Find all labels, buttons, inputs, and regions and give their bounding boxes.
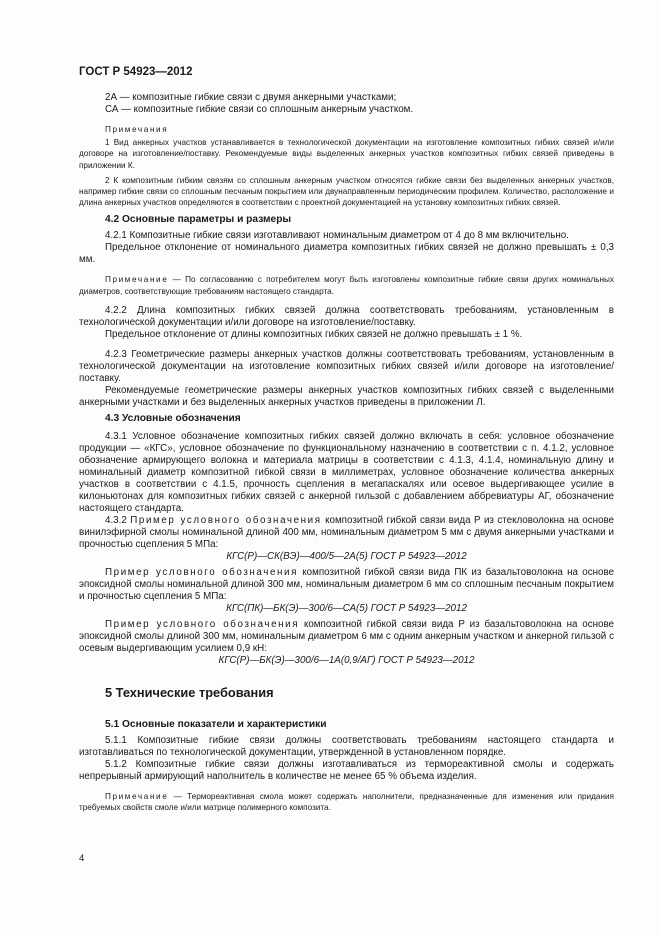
example-text: композитной гибкой связи вида Р из стекловолокна на основе винилэфирной смолы номинальной длиной 400 мм, номинальным диаметром 5 мм с двумя анкерными участками и прочностью сцепления 5 МПа: — [79, 514, 615, 550]
para-diameter-tolerance: Предельное отклонение от номинального диаметра композитных гибких связей не должно превышать ± 0,3 мм. — [79, 242, 614, 266]
section-4-3-heading: 4.3 Условные обозначения — [105, 412, 241, 424]
example-3 — [79, 619, 614, 655]
para-5-1-1: 5.1.1 Композитные гибкие связи должны соответствовать требованиям настоящего стандарта и изготавливаться по технологической документации, утвержденной в установленном порядке. — [79, 734, 614, 758]
example-text: композитной гибкой связи вида ПК из базальтоволокна на основе эпоксидной смолы номинальной длиной 300 мм, номинальным диаметром 6 мм со сплошным песчаным покрытием и прочностью сцепления 5 МПа: — [79, 566, 614, 602]
page-number: 4 — [79, 853, 85, 864]
example-label: Пример условного обозначения — [105, 618, 300, 630]
section-5-1-heading: 5.1 Основные показатели и характеристики — [105, 718, 327, 730]
para-5-1-2: 5.1.2 Композитные гибкие связи должны изготавливаться из термореактивной смолы и содержать непрерывный армирующий наполнитель в количестве не менее 65 % объема изделия. — [79, 758, 614, 782]
example-1-designation: КГС(Р)—СК(ВЭ)—400/5—2А(5) ГОСТ Р 54923—2012 — [226, 550, 467, 562]
type-ca-line: СА — композитные гибкие связи со сплошным анкерным участком. — [105, 104, 414, 115]
note-4-2 — [79, 274, 614, 296]
note-text: — Термореактивная смола может содержать наполнители, предназначенные для изменения или придания требуемых свойств смоле и/или матрице полимерного композита. — [79, 791, 614, 813]
para-length-tolerance: Предельное отклонение от длины композитных гибких связей не должно превышать ± 1 %. — [105, 328, 523, 340]
para-4-2-2: 4.2.2 Длина композитных гибких связей должна соответствовать требованиям, установленным в технологической документации и/или договоре на изготовление/поставку. — [79, 304, 614, 328]
example-label: Пример условного обозначения — [105, 566, 299, 578]
para-4-3-1: 4.3.1 Условное обозначение композитных гибких связей должно включать в себя: условное обозначение продукции — «КГС», условное обозначение по функциональному назначению в соответствии с п. 4.1.2, условное обозначение армирующего волокна и материала матрицы в соответствии с 4.1.3, 4.1.4, номинальную длину и номинальный диаметр композитной гибкой связи в миллиметрах, условное обозначение количества анкерных участков в соответствии с 4.1.5, прочность сцепления в мегапаскалях или осевое выдергивающее усилие в килоньютонах для композитных гибких связей с анкерной гильзой с добавлением аббревиатуры АГ, обозначение настоящего стандарта. — [79, 430, 614, 514]
example-text: композитной гибкой связи вида Р из базальтоволокна на основе эпоксидной смолы длиной 300 мм, номинальным диаметром 6 мм с одним анкерным участком и анкерной гильзой с осевым выдергивающим усилием 0,9 кН: — [79, 618, 614, 654]
para-number: 4.3.2 — [105, 514, 131, 526]
para-4-2-1: 4.2.1 Композитные гибкие связи изготавливают номинальным диаметром от 4 до 8 мм включительно. — [105, 230, 569, 242]
para-anchor-geometry: Рекомендуемые геометрические размеры анкерных участков композитных гибких связей с выделенными анкерными участками и без выделенных анкерных участков приведены в приложении Л. — [79, 384, 614, 408]
note-text: — По согласованию с потребителем могут быть изготовлены композитные гибкие связи других номинальных диаметров, соответствующие требованиям настоящего стандарта. — [79, 275, 614, 296]
example-2 — [79, 567, 614, 603]
section-5-heading: 5 Технические требования — [105, 684, 274, 700]
section-4-2-heading: 4.2 Основные параметры и размеры — [105, 214, 292, 226]
para-4-3-2 — [79, 515, 614, 551]
notes-title: Примечания — [105, 125, 169, 134]
example-label: Пример условного обозначения — [130, 514, 322, 526]
example-2-designation: КГС(ПК)—БК(Э)—300/6—СА(5) ГОСТ Р 54923—2012 — [226, 602, 467, 614]
type-2a-line: 2А — композитные гибкие связи с двумя анкерными участками; — [105, 92, 397, 103]
page-content — [79, 92, 614, 813]
document-header: ГОСТ Р 54923—2012 — [79, 66, 193, 78]
note-1: 1 Вид анкерных участков устанавливается в технологической документации на изготовление композитных гибких связей и/или договоре на изготовление/поставку. Рекомендуемые виды выделенных анкерных участков композитных гибких связей приведены в приложении К. — [79, 138, 614, 170]
note-label: Примечание — [105, 275, 169, 285]
example-3-designation: КГС(Р)—БК(Э)—300/6—1А(0,9/АГ) ГОСТ Р 54923—2012 — [218, 654, 475, 666]
note-5-1 — [79, 791, 614, 813]
para-4-2-3: 4.2.3 Геометрические размеры анкерных участков должны соответствовать требованиям, установленным в технологической документации на изготовление композитных гибких связей и/или договоре на изготовление/поставку. — [79, 348, 614, 384]
note-label: Примечание — [105, 791, 169, 801]
note-2: 2 К композитным гибким связям со сплошным анкерным участком относятся гибкие связи без выделенных анкерных участков, например гибкие связи со сплошным песчаным покрытием или двунаправленным периодическим профилем. Количество, расположение и длина анкерных участков определяются в соответствии с проектной документацией на установку композитных гибких связей. — [79, 175, 614, 208]
